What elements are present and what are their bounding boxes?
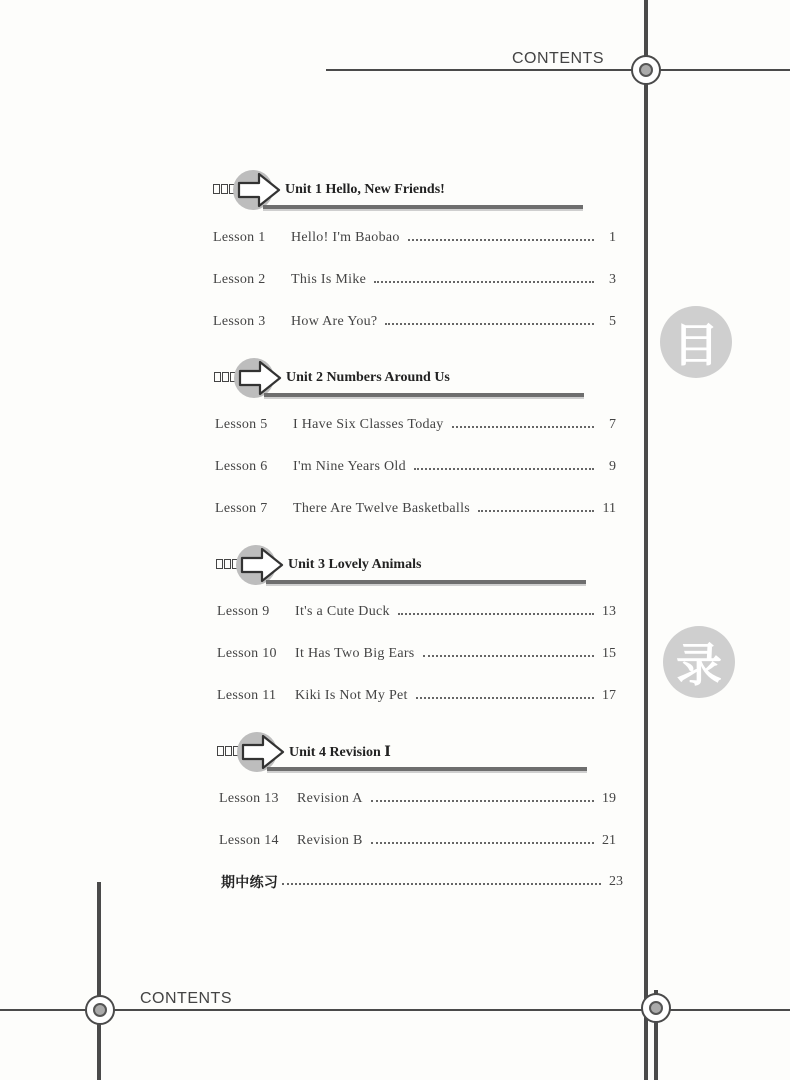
lesson-row[interactable] <box>215 499 616 519</box>
lesson-page: 17 <box>602 688 616 703</box>
lesson-title: Hello! I'm Baobao <box>291 230 400 245</box>
arrow-icon <box>238 360 282 396</box>
lesson-page: 9 <box>609 459 616 474</box>
unit-heading <box>214 358 594 402</box>
footer-contents-label: CONTENTS <box>140 990 232 1007</box>
leader-dots <box>416 697 594 699</box>
lesson-page: 7 <box>609 417 616 432</box>
leader-dots <box>452 426 594 428</box>
midterm-page: 23 <box>609 874 623 889</box>
bottom-left-ring-ornament <box>85 995 115 1025</box>
lesson-number: Lesson 1 <box>213 230 266 245</box>
lesson-title: Kiki Is Not My Pet <box>295 688 408 703</box>
unit-heading <box>217 732 597 776</box>
unit-underline <box>264 393 584 397</box>
lesson-title: There Are Twelve Basketballs <box>293 501 471 516</box>
lesson-row[interactable] <box>213 228 616 248</box>
leader-dots <box>408 239 594 241</box>
leader-dots <box>398 613 594 615</box>
lesson-row[interactable] <box>215 457 616 477</box>
unit-title: Unit 1 Hello, New Friends! <box>285 182 445 197</box>
lesson-row[interactable] <box>219 789 616 809</box>
unit-heading <box>216 545 596 589</box>
arrow-icon <box>237 172 281 208</box>
left-vertical-rule <box>97 882 101 1080</box>
leader-dots <box>371 842 594 844</box>
lesson-number: Lesson 6 <box>215 459 268 474</box>
lesson-page: 11 <box>602 501 616 516</box>
lesson-number: Lesson 3 <box>213 314 266 329</box>
lesson-row[interactable] <box>213 312 616 332</box>
unit-title: Unit 3 Lovely Animals <box>288 557 422 572</box>
lesson-number: Lesson 9 <box>217 604 270 619</box>
lesson-row[interactable] <box>215 415 616 435</box>
lesson-row[interactable] <box>217 602 616 622</box>
lesson-number: Lesson 10 <box>217 646 277 661</box>
lesson-number: Lesson 5 <box>215 417 268 432</box>
lesson-page: 19 <box>602 791 616 806</box>
unit-underline <box>267 767 587 771</box>
lesson-number: Lesson 14 <box>219 833 279 848</box>
unit-heading <box>213 170 593 214</box>
lesson-page: 13 <box>602 604 616 619</box>
bottom-horizontal-rule <box>0 1009 790 1011</box>
lesson-title: How Are You? <box>291 314 378 329</box>
lesson-row[interactable] <box>217 686 616 706</box>
lesson-page: 1 <box>609 230 616 245</box>
bottom-right-ring-ornament <box>641 993 671 1023</box>
side-char-mu: 目 <box>660 306 732 378</box>
lesson-page: 21 <box>602 833 616 848</box>
lesson-number: Lesson 11 <box>217 688 277 703</box>
unit-title: Unit 4 Revision Ⅰ <box>289 745 391 760</box>
lesson-number: Lesson 13 <box>219 791 279 806</box>
lesson-row[interactable] <box>217 644 616 664</box>
unit-underline <box>263 205 583 209</box>
lesson-title: I'm Nine Years Old <box>293 459 406 474</box>
unit-title: Unit 2 Numbers Around Us <box>286 370 450 385</box>
top-ring-ornament <box>631 55 661 85</box>
right-vertical-rule <box>644 0 648 1080</box>
lesson-title: It's a Cute Duck <box>295 604 390 619</box>
leader-dots <box>374 281 594 283</box>
leader-dots <box>478 510 594 512</box>
arrow-icon <box>241 734 285 770</box>
lesson-number: Lesson 7 <box>215 501 268 516</box>
lesson-title: Revision A <box>297 791 363 806</box>
arrow-icon <box>240 547 284 583</box>
midterm-title: 期中练习 <box>221 875 279 891</box>
leader-dots <box>414 468 594 470</box>
lesson-title: It Has Two Big Ears <box>295 646 415 661</box>
unit-underline <box>266 580 586 584</box>
lesson-row[interactable] <box>219 831 616 851</box>
leader-dots <box>385 323 594 325</box>
lesson-page: 3 <box>609 272 616 287</box>
side-char-lu: 录 <box>663 626 735 698</box>
top-horizontal-rule <box>326 69 790 71</box>
header-contents-label: CONTENTS <box>512 50 604 67</box>
lesson-page: 15 <box>602 646 616 661</box>
leader-dots <box>282 883 601 885</box>
lesson-row[interactable] <box>213 270 616 290</box>
lesson-title: This Is Mike <box>291 272 367 287</box>
leader-dots <box>423 655 594 657</box>
lesson-number: Lesson 2 <box>213 272 266 287</box>
midterm-row[interactable] <box>221 872 623 892</box>
lesson-title: Revision B <box>297 833 363 848</box>
lesson-title: I Have Six Classes Today <box>293 417 444 432</box>
leader-dots <box>371 800 594 802</box>
lesson-page: 5 <box>609 314 616 329</box>
